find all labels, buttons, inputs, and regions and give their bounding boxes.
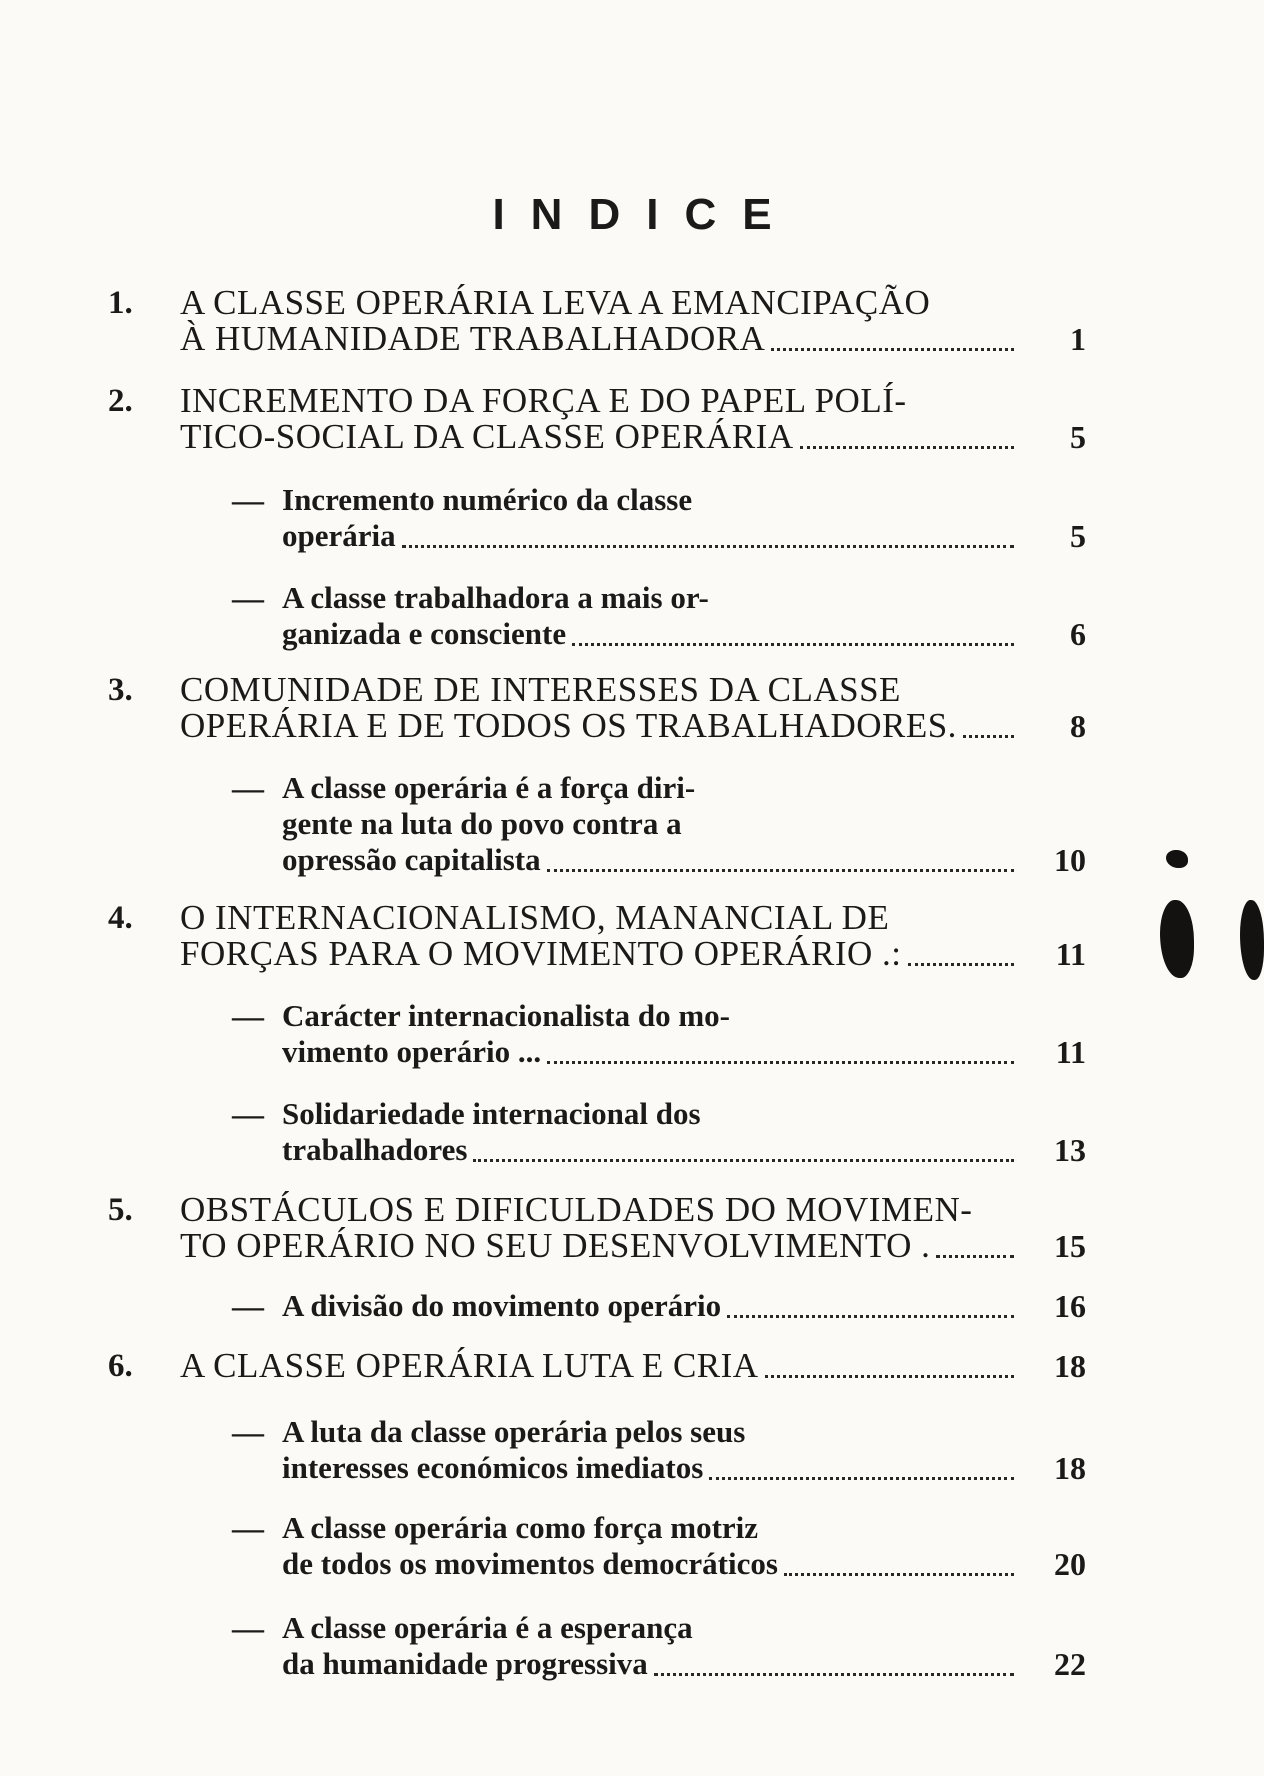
entry-line-text: Incremento numérico da classe — [282, 482, 693, 517]
page-number: 6 — [1070, 616, 1086, 652]
entry-line-text: A classe trabalhadora a mais or- — [282, 580, 709, 615]
dot-leader — [547, 869, 1014, 872]
page-number: 10 — [1054, 842, 1086, 878]
chapter-number: 1. — [108, 285, 133, 321]
entry-line-text: FORÇAS PARA O MOVIMENTO OPERÁRIO .: — [180, 934, 902, 973]
entry-line — [180, 672, 1020, 708]
entry-line-text: Carácter internacionalista do mo- — [282, 998, 730, 1033]
subsection-dash: — — [232, 1288, 264, 1324]
entry-line — [282, 1450, 1020, 1486]
subsection-dash: — — [232, 1510, 264, 1546]
entry-line — [180, 1192, 1020, 1228]
entry-line-text: A classe operária como força motriz — [282, 1510, 759, 1545]
chapter-number: 6. — [108, 1348, 133, 1384]
page-number: 5 — [1070, 518, 1086, 554]
entry-line-text: TO OPERÁRIO NO SEU DESENVOLVIMENTO . — [180, 1226, 931, 1265]
entry-text — [282, 1510, 1020, 1582]
page-number: 18 — [1054, 1450, 1086, 1486]
chapter-number: 3. — [108, 672, 133, 708]
entry-line-text: Solidariedade internacional dos — [282, 1096, 701, 1131]
page-number: 8 — [1070, 708, 1086, 744]
entry-line-text: A divisão do movimento operário — [282, 1288, 722, 1323]
entry-text — [282, 770, 1020, 878]
entry-text — [282, 1096, 1020, 1168]
entry-text — [180, 900, 1020, 972]
subsection-dash: — — [232, 1610, 264, 1646]
entry-line-text: opressão capitalista — [282, 842, 541, 877]
entry-line — [282, 1510, 1020, 1546]
entry-line — [282, 1646, 1020, 1682]
page-number: 11 — [1055, 1034, 1086, 1070]
dot-leader — [709, 1477, 1014, 1480]
entry-line — [180, 285, 1020, 321]
entry-line-text: TICO-SOCIAL DA CLASSE OPERÁRIA — [180, 417, 794, 456]
entry-line — [282, 806, 1020, 842]
entry-text — [180, 672, 1020, 744]
dot-leader — [963, 735, 1014, 738]
page-number: 20 — [1054, 1546, 1086, 1582]
entry-text — [282, 482, 1020, 554]
page-number: 13 — [1054, 1132, 1086, 1168]
entry-text — [180, 383, 1020, 455]
entry-line-text: ganizada e consciente — [282, 616, 567, 651]
dot-leader — [402, 545, 1014, 548]
entry-line — [282, 616, 1020, 652]
entry-text — [282, 1414, 1020, 1486]
page-number: 15 — [1054, 1228, 1086, 1264]
entry-text — [180, 1348, 1020, 1384]
entry-line — [282, 842, 1020, 878]
entry-text — [282, 998, 1020, 1070]
entry-line-text: A classe operária é a força diri- — [282, 770, 696, 805]
page-number: 22 — [1054, 1646, 1086, 1682]
dot-leader — [908, 963, 1014, 966]
entry-line — [282, 1132, 1020, 1168]
entry-line — [180, 936, 1020, 972]
entry-line-text: A CLASSE OPERÁRIA LEVA A EMANCIPAÇÃO — [180, 283, 931, 322]
entry-line-text: OBSTÁCULOS E DIFICULDADES DO MOVIMEN- — [180, 1190, 973, 1229]
dot-leader — [727, 1315, 1014, 1318]
dot-leader — [771, 348, 1014, 351]
entry-line — [282, 518, 1020, 554]
page-number: 16 — [1054, 1288, 1086, 1324]
dot-leader — [473, 1159, 1014, 1162]
entry-line-text: gente na luta do povo contra a — [282, 806, 682, 841]
dot-leader — [547, 1061, 1014, 1064]
subsection-dash: — — [232, 770, 264, 806]
subsection-dash: — — [232, 1414, 264, 1450]
entry-line — [282, 998, 1020, 1034]
dot-leader — [784, 1573, 1014, 1576]
entry-line-text: interesses económicos imediatos — [282, 1450, 704, 1485]
page-number: 5 — [1070, 419, 1086, 455]
entry-line — [282, 1414, 1020, 1450]
entry-line-text: A CLASSE OPERÁRIA LUTA E CRIA — [180, 1346, 759, 1385]
subsection-dash: — — [232, 482, 264, 518]
entry-line — [282, 1610, 1020, 1646]
entry-line — [180, 900, 1020, 936]
entry-text — [282, 1610, 1020, 1682]
entry-line — [282, 580, 1020, 616]
entry-line — [282, 1096, 1020, 1132]
entry-line-text: INCREMENTO DA FORÇA E DO PAPEL POLÍ- — [180, 381, 907, 420]
entry-line-text: vimento operário ... — [282, 1034, 542, 1069]
subsection-dash: — — [232, 1096, 264, 1132]
page-number: 1 — [1070, 321, 1086, 357]
subsection-dash: — — [232, 580, 264, 616]
entry-line — [180, 708, 1020, 744]
chapter-number: 5. — [108, 1192, 133, 1228]
subsection-dash: — — [232, 998, 264, 1034]
entry-line — [282, 770, 1020, 806]
entry-line-text: trabalhadores — [282, 1132, 468, 1167]
page-number: 18 — [1054, 1348, 1086, 1384]
entry-text — [180, 1192, 1020, 1264]
entry-line — [282, 1288, 1020, 1324]
dot-leader — [800, 446, 1014, 449]
entry-line-text: OPERÁRIA E DE TODOS OS TRABALHADORES. — [180, 706, 957, 745]
ink-blot — [1240, 900, 1264, 980]
entry-line — [282, 482, 1020, 518]
entry-line — [282, 1034, 1020, 1070]
entry-text — [282, 1288, 1020, 1324]
entry-line-text: COMUNIDADE DE INTERESSES DA CLASSE — [180, 670, 901, 709]
dot-leader — [765, 1375, 1014, 1378]
entry-line — [180, 383, 1020, 419]
dot-leader — [572, 643, 1014, 646]
dot-leader — [936, 1255, 1014, 1258]
entry-line — [282, 1546, 1020, 1582]
entry-line-text: À HUMANIDADE TRABALHADORA — [180, 319, 766, 358]
page-title: INDICE — [492, 190, 798, 239]
dot-leader — [654, 1673, 1014, 1676]
entry-line-text: da humanidade progressiva — [282, 1646, 648, 1681]
entry-line-text: A classe operária é a esperança — [282, 1610, 693, 1645]
entry-line — [180, 1228, 1020, 1264]
ink-blot — [1166, 850, 1188, 868]
chapter-number: 4. — [108, 900, 133, 936]
entry-line-text: A luta da classe operária pelos seus — [282, 1414, 746, 1449]
entry-line-text: operária — [282, 518, 396, 553]
chapter-number: 2. — [108, 383, 133, 419]
entry-line — [180, 419, 1020, 455]
page-number: 11 — [1055, 936, 1086, 972]
entry-text — [180, 285, 1020, 357]
entry-line — [180, 321, 1020, 357]
entry-line — [180, 1348, 1020, 1384]
entry-line-text: de todos os movimentos democráticos — [282, 1546, 778, 1581]
entry-text — [282, 580, 1020, 652]
entry-line-text: O INTERNACIONALISMO, MANANCIAL DE — [180, 898, 890, 937]
